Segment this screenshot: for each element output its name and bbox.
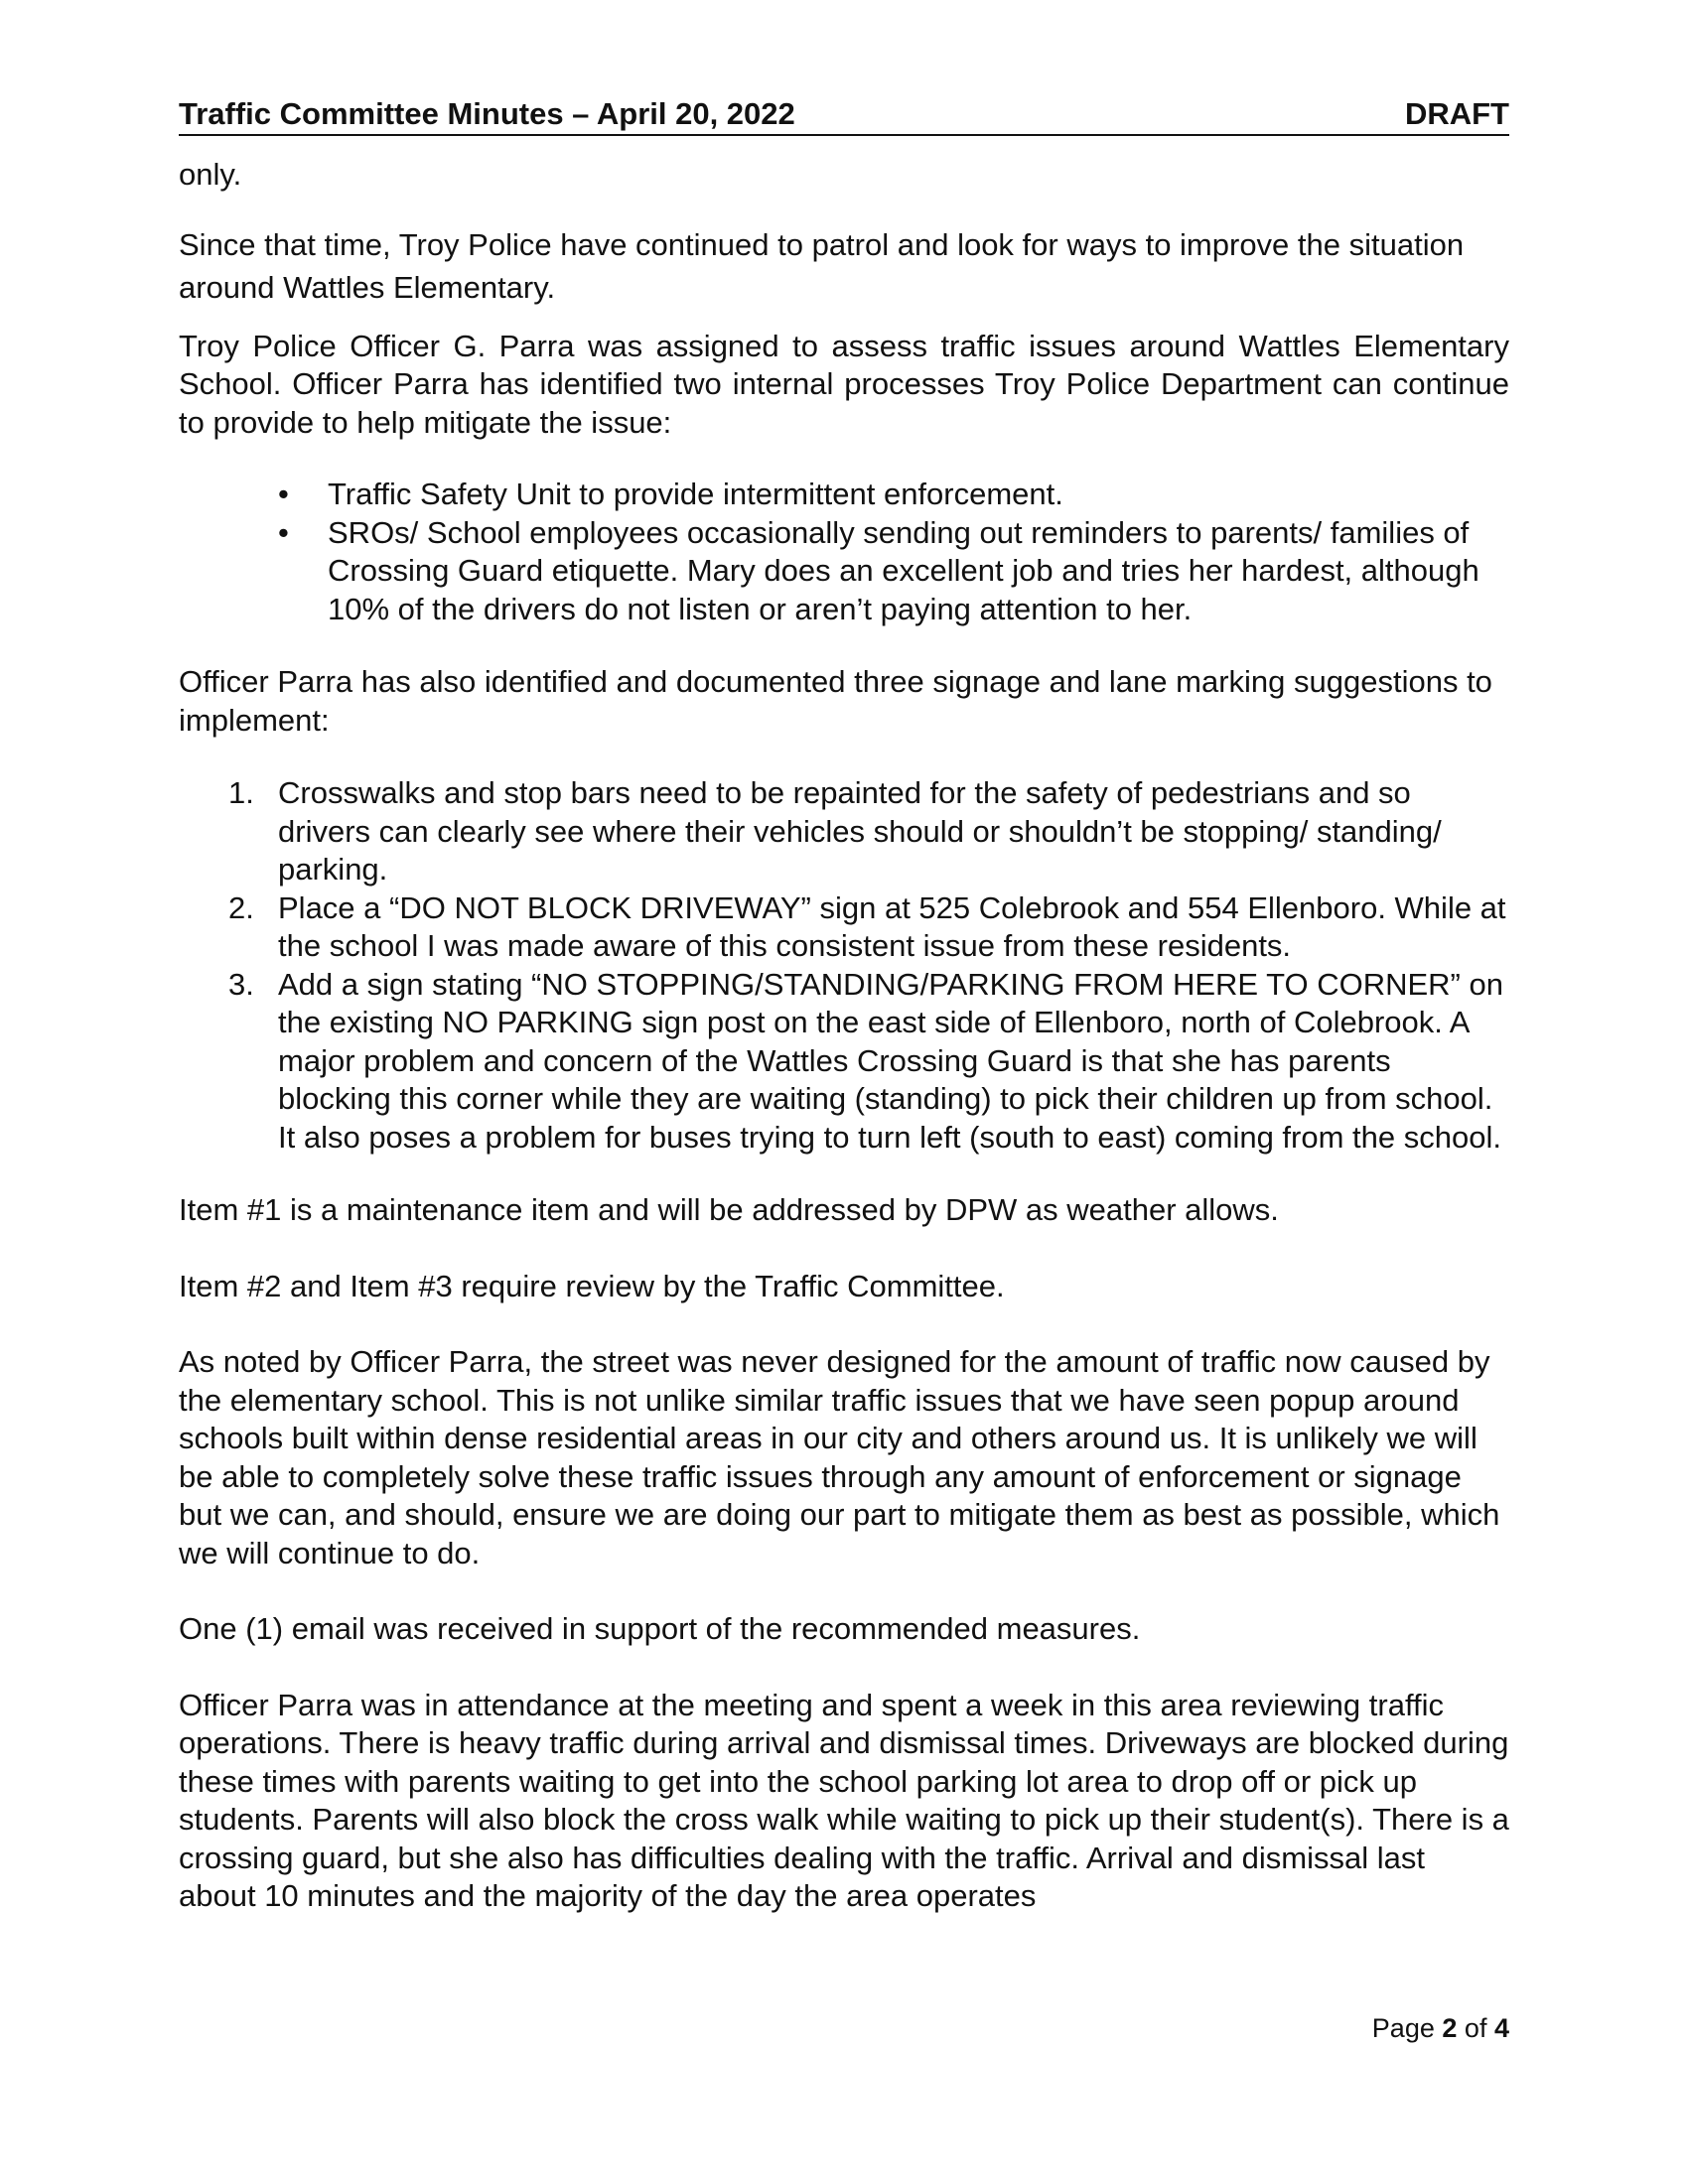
list-number: 2.	[228, 889, 254, 925]
list-number: 3.	[228, 966, 254, 1002]
paragraph-item2-3: Item #2 and Item #3 require review by the Traffic Committee.	[179, 1268, 1005, 1303]
page-number	[1372, 2012, 1509, 2044]
paragraph-email: One (1) email was received in support of the recommended measures.	[179, 1611, 1141, 1646]
page-current: 2	[1442, 2013, 1458, 2043]
draft-label: DRAFT	[1404, 96, 1509, 131]
list-item-text: Place a “DO NOT BLOCK DRIVEWAY” sign at 525 Colebrook and 554 Ellenboro. While at the school I was made aware of this consistent issue from these residents.	[278, 889, 1506, 963]
internal-processes-list	[179, 476, 1509, 628]
paragraph-item1: Item #1 is a maintenance item and will be addressed by DPW as weather allows.	[179, 1192, 1279, 1227]
list-number: 1.	[228, 775, 254, 810]
list-item	[179, 514, 1509, 629]
list-item-text: Add a sign stating “NO STOPPING/STANDING/PARKING FROM HERE TO CORNER” on the existing NO PARKING sign post on the east side of Ellenboro, north of Colebrook. A major problem and concern of the Wattles Crossing Guard is that she has parents blocking this corner while they are waiting (standing) to pick their children up from school. It also poses a problem for buses trying to turn left (south to east) coming from the school.	[278, 966, 1503, 1155]
list-item-text: Traffic Safety Unit to provide intermittent enforcement.	[328, 477, 1063, 511]
suggestions-list	[179, 774, 1509, 1157]
list-item	[179, 966, 1509, 1158]
paragraph-assignment: Troy Police Officer G. Parra was assigned to assess traffic issues around Wattles Elementary School. Officer Parra has identified two internal processes Troy Police Department can continue to provide to help mitigate the issue:	[179, 328, 1509, 440]
paragraph-street-design: As noted by Officer Parra, the street was never designed for the amount of traffic now caused by the elementary school. This is not unlike similar traffic issues that we have seen popup around schools built within dense residential areas in our city and others around us. It is unlikely we will be able to completely solve these traffic issues through any amount of enforcement or signage but we can, and should, ensure we are doing our part to mitigate them as best as possible, which we will continue to do.	[179, 1344, 1500, 1570]
page-of: of	[1464, 2013, 1487, 2043]
page-label: Page	[1371, 2013, 1435, 2043]
page-total: 4	[1493, 2013, 1509, 2043]
list-item	[179, 889, 1509, 966]
list-item-text: SROs/ School employees occasionally sending out reminders to parents/ families of Crossing Guard etiquette. Mary does an excellent job and tries her hardest, although 10% of the drivers do not listen or aren’t paying attention to her.	[328, 514, 1479, 626]
paragraph-attendance: Officer Parra was in attendance at the meeting and spent a week in this area reviewing traffic operations. There is heavy traffic during arrival and dismissal times. Driveways are blocked during these times with parents waiting to get into the school parking lot area to drop off or pick up students. Parents will also block the cross walk while waiting to pick up their student(s). There is a crossing guard, but she also has difficulties dealing with the traffic. Arrival and dismissal last about 10 minutes and the majority of the day the area operates	[179, 1687, 1509, 1913]
document-title: Traffic Committee Minutes – April 20, 2022	[179, 96, 795, 131]
continuation-text: only.	[179, 157, 242, 192]
bullet-icon: •	[278, 514, 289, 550]
list-item	[179, 476, 1509, 514]
paragraph-suggestions: Officer Parra has also identified and documented three signage and lane marking suggestions to implement:	[179, 664, 1492, 738]
paragraph-patrol: Since that time, Troy Police have continued to patrol and look for ways to improve the situation around Wattles Elementary.	[179, 226, 1465, 305]
page-header	[179, 95, 1509, 136]
document-page	[179, 95, 1509, 1916]
bullet-icon: •	[278, 477, 289, 511]
list-item	[179, 774, 1509, 889]
list-item-text: Crosswalks and stop bars need to be repainted for the safety of pedestrians and so drivers can clearly see where their vehicles should or shouldn’t be stopping/ standing/ parking.	[278, 775, 1442, 887]
